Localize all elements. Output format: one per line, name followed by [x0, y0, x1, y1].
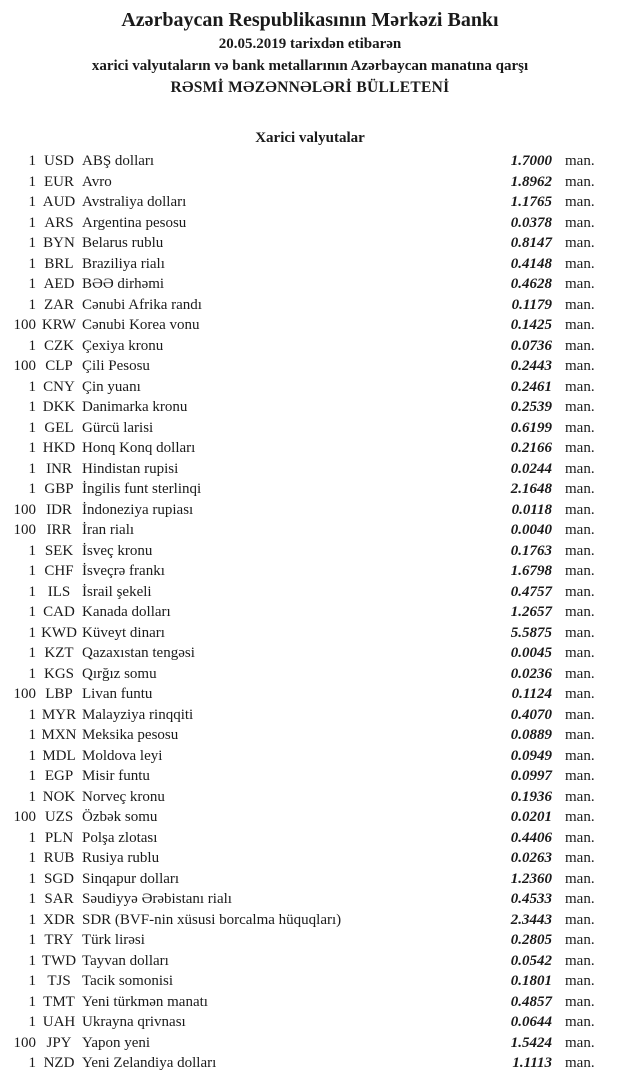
section-title-foreign-currencies: Xarici valyutalar [255, 130, 365, 146]
table-row [0, 643, 600, 664]
table-row [0, 828, 600, 849]
table-row [0, 910, 600, 931]
row-rate-value: 0.1124 [511, 686, 552, 702]
row-unit-label: man. [565, 1034, 595, 1051]
row-currency-name: Norveç kronu [82, 788, 165, 805]
row-unit-label: man. [565, 276, 595, 292]
row-currency-code: KWD [41, 624, 77, 641]
row-rate-value: 1.1113 [512, 1055, 552, 1071]
table-row [0, 438, 600, 459]
row-unit-label: man. [565, 399, 595, 415]
row-currency-name: Tayvan dolları [82, 952, 169, 969]
row-rate-value: 5.5875 [510, 624, 552, 641]
row-currency-code: CLP [45, 358, 73, 374]
table-row [0, 848, 600, 869]
row-quantity: 1 [28, 788, 36, 805]
row-quantity: 100 [13, 358, 36, 374]
row-unit-label: man. [565, 768, 595, 784]
table-row [0, 725, 600, 746]
row-quantity: 1 [28, 399, 36, 415]
row-currency-code: MXN [41, 727, 77, 743]
table-row [0, 295, 600, 316]
table-row [0, 541, 600, 562]
row-currency-code: KGS [43, 665, 74, 682]
row-quantity: 1 [28, 727, 36, 743]
row-rate-value: 0.0201 [510, 809, 552, 825]
row-currency-code: INR [46, 460, 72, 477]
row-currency-name: Qazaxıstan tengəsi [82, 645, 195, 661]
table-row [0, 315, 600, 336]
table-row [0, 684, 600, 705]
bulletin-title: RƏSMİ MƏZƏNNƏLƏRİ BÜLLETENİ [170, 79, 450, 96]
row-quantity: 1 [28, 624, 36, 641]
row-rate-value: 0.4070 [510, 706, 552, 723]
row-currency-name: Tacik somonisi [82, 973, 174, 989]
row-quantity: 1 [28, 214, 36, 231]
table-row [0, 951, 600, 972]
row-unit-label: man. [565, 255, 595, 272]
row-currency-code: CAD [43, 604, 75, 620]
row-rate-value: 1.8962 [510, 173, 552, 190]
table-row [0, 582, 600, 603]
table-row [0, 561, 600, 582]
row-quantity: 1 [28, 481, 36, 497]
row-rate-value: 0.2461 [510, 378, 552, 395]
row-rate-value: 0.6199 [510, 419, 552, 436]
row-quantity: 1 [28, 747, 36, 764]
row-currency-name: Gürcü larisi [82, 419, 154, 436]
row-quantity: 1 [28, 665, 36, 682]
row-currency-name: Səudiyyə Ərəbistanı rialı [82, 891, 232, 907]
row-currency-code: EUR [44, 173, 74, 190]
row-unit-label: man. [565, 706, 595, 723]
row-quantity: 1 [28, 255, 36, 272]
row-currency-code: TMT [43, 993, 75, 1010]
row-rate-value: 0.2805 [510, 932, 552, 948]
table-row [0, 807, 600, 828]
row-rate-value: 0.1763 [510, 542, 552, 559]
row-currency-code: XDR [43, 911, 75, 928]
table-row [0, 746, 600, 767]
row-rate-value: 0.8147 [510, 235, 552, 251]
row-unit-label: man. [565, 686, 595, 702]
row-currency-name: İndoneziya rupiası [82, 501, 194, 518]
row-currency-name: Çin yuanı [82, 378, 141, 395]
row-unit-label: man. [565, 317, 595, 333]
row-unit-label: man. [565, 194, 595, 210]
subtitle-line: xarici valyutaların və bank metallarının Azərbaycan manatına qarşı [91, 58, 529, 74]
row-rate-value: 0.0736 [510, 337, 552, 354]
row-quantity: 100 [13, 522, 36, 538]
row-currency-name: Cənubi Afrika randı [82, 296, 202, 313]
row-unit-label: man. [565, 973, 595, 989]
row-quantity: 1 [28, 829, 36, 846]
table-row [0, 1012, 600, 1033]
row-unit-label: man. [565, 153, 595, 169]
row-unit-label: man. [565, 604, 595, 620]
row-currency-name: Cənubi Korea vonu [82, 317, 200, 333]
row-rate-value: 1.2657 [510, 604, 552, 620]
row-currency-code: UZS [44, 809, 74, 825]
row-rate-value: 0.0040 [510, 522, 552, 538]
row-unit-label: man. [565, 665, 595, 682]
row-rate-value: 0.0644 [510, 1014, 552, 1030]
bank-name-title: Azərbaycan Respublikasının Mərkəzi Bankı [121, 9, 499, 31]
table-row [0, 1053, 600, 1074]
row-quantity: 100 [13, 686, 36, 702]
row-quantity: 1 [28, 419, 36, 436]
table-row [0, 889, 600, 910]
row-unit-label: man. [565, 522, 595, 538]
row-unit-label: man. [565, 747, 595, 764]
row-unit-label: man. [565, 378, 595, 395]
row-rate-value: 1.7000 [510, 153, 552, 169]
row-currency-code: UAH [42, 1014, 76, 1030]
table-row [0, 500, 600, 521]
row-quantity: 1 [28, 1055, 36, 1071]
table-row [0, 479, 600, 500]
table-row [0, 459, 600, 480]
row-quantity: 1 [28, 563, 36, 579]
row-currency-name: Braziliya rialı [82, 255, 165, 272]
row-rate-value: 0.1425 [510, 317, 552, 333]
row-currency-code: SGD [43, 870, 74, 887]
table-row [0, 274, 600, 295]
row-quantity: 100 [13, 501, 36, 518]
row-rate-value: 0.0997 [510, 768, 552, 784]
row-rate-value: 0.4757 [510, 583, 552, 600]
row-currency-code: GBP [44, 481, 74, 497]
row-currency-code: EGP [44, 768, 74, 784]
row-rate-value: 2.1648 [510, 481, 552, 497]
row-quantity: 1 [28, 583, 36, 600]
row-unit-label: man. [565, 829, 595, 846]
row-unit-label: man. [565, 788, 595, 805]
row-quantity: 1 [28, 706, 36, 723]
row-quantity: 1 [28, 296, 36, 313]
row-currency-name: Küveyt dinarı [82, 624, 165, 641]
row-rate-value: 0.0263 [510, 850, 552, 866]
row-currency-code: ZAR [44, 296, 74, 313]
row-unit-label: man. [565, 891, 595, 907]
row-currency-name: Yeni türkmən manatı [82, 993, 208, 1010]
row-currency-code: IDR [46, 501, 72, 518]
row-unit-label: man. [565, 214, 595, 231]
row-currency-name: Sinqapur dolları [82, 870, 180, 887]
row-rate-value: 2.3443 [510, 911, 552, 928]
table-row [0, 192, 600, 213]
row-rate-value: 0.0236 [510, 665, 552, 682]
table-row [0, 254, 600, 275]
row-quantity: 1 [28, 337, 36, 354]
table-row [0, 602, 600, 623]
row-unit-label: man. [565, 542, 595, 559]
row-quantity: 1 [28, 173, 36, 190]
row-currency-name: Yeni Zelandiya dolları [82, 1055, 217, 1071]
row-quantity: 1 [28, 952, 36, 969]
row-rate-value: 0.2539 [510, 399, 552, 415]
row-currency-code: TRY [44, 932, 74, 948]
row-rate-value: 0.0378 [510, 214, 552, 231]
row-unit-label: man. [565, 870, 595, 887]
row-quantity: 1 [28, 870, 36, 887]
row-currency-code: SEK [44, 542, 74, 559]
row-quantity: 1 [28, 604, 36, 620]
row-quantity: 1 [28, 440, 36, 456]
row-unit-label: man. [565, 1014, 595, 1030]
row-currency-code: KRW [41, 317, 77, 333]
row-rate-value: 0.4857 [510, 993, 552, 1010]
row-quantity: 1 [28, 153, 36, 169]
row-unit-label: man. [565, 337, 595, 354]
document-header [0, 0, 620, 99]
row-unit-label: man. [565, 727, 595, 743]
row-currency-name: Kanada dolları [82, 604, 171, 620]
table-row [0, 356, 600, 377]
row-currency-name: Çili Pesosu [82, 358, 150, 374]
row-currency-name: İsveç kronu [82, 542, 153, 559]
row-currency-code: MYR [41, 706, 77, 723]
row-currency-name: SDR (BVF-nin xüsusi borcalma hüquqları) [82, 911, 342, 928]
row-currency-name: Rusiya rublu [82, 850, 160, 866]
table-row [0, 172, 600, 193]
row-quantity: 1 [28, 993, 36, 1010]
row-currency-code: MDL [42, 747, 76, 764]
row-quantity: 1 [28, 276, 36, 292]
row-currency-name: Türk lirəsi [82, 932, 145, 948]
row-quantity: 1 [28, 235, 36, 251]
row-currency-name: Özbək somu [82, 809, 158, 825]
table-row [0, 971, 600, 992]
row-quantity: 1 [28, 378, 36, 395]
table-row [0, 930, 600, 951]
row-currency-code: SAR [44, 891, 74, 907]
row-currency-name: Misir funtu [82, 768, 150, 784]
row-currency-name: BƏƏ dirhəmi [82, 276, 165, 292]
row-currency-name: ABŞ dolları [82, 153, 155, 169]
row-quantity: 1 [28, 645, 36, 661]
rates-table [0, 151, 620, 1074]
row-rate-value: 0.0118 [511, 501, 552, 518]
row-currency-code: NZD [43, 1055, 75, 1071]
row-currency-name: Polşa zlotası [82, 829, 158, 846]
row-rate-value: 0.4406 [510, 829, 552, 846]
row-currency-code: BYN [43, 235, 75, 251]
row-unit-label: man. [565, 419, 595, 436]
row-rate-value: 0.0949 [510, 747, 552, 764]
row-currency-name: Argentina pesosu [82, 214, 187, 231]
row-currency-code: AED [43, 276, 75, 292]
table-row [0, 418, 600, 439]
row-currency-code: HKD [42, 440, 76, 456]
row-unit-label: man. [565, 235, 595, 251]
table-row [0, 664, 600, 685]
row-rate-value: 1.6798 [510, 563, 552, 579]
row-currency-code: NOK [42, 788, 76, 805]
row-rate-value: 0.1936 [510, 788, 552, 805]
row-unit-label: man. [565, 583, 595, 600]
row-currency-code: TJS [47, 973, 71, 989]
row-quantity: 1 [28, 1014, 36, 1030]
row-currency-name: Avstraliya dolları [82, 194, 187, 210]
row-rate-value: 0.0244 [510, 460, 552, 477]
row-quantity: 1 [28, 891, 36, 907]
table-row [0, 869, 600, 890]
row-rate-value: 1.5424 [510, 1034, 552, 1051]
row-currency-name: İsrail şekeli [82, 583, 152, 600]
row-currency-name: Honq Konq dolları [82, 440, 196, 456]
row-unit-label: man. [565, 993, 595, 1010]
row-currency-code: TWD [41, 952, 77, 969]
table-row [0, 233, 600, 254]
effective-date-line: 20.05.2019 tarixdən etibarən [218, 36, 402, 52]
row-currency-code: RUB [43, 850, 75, 866]
row-rate-value: 0.4533 [510, 891, 552, 907]
row-currency-code: ILS [47, 583, 71, 600]
row-unit-label: man. [565, 173, 595, 190]
row-currency-name: Ukrayna qrivnası [82, 1014, 186, 1030]
row-currency-name: Malayziya rinqqiti [82, 706, 194, 723]
row-quantity: 100 [13, 1034, 36, 1051]
row-currency-code: CNY [43, 378, 75, 395]
row-unit-label: man. [565, 501, 595, 518]
table-row [0, 623, 600, 644]
row-quantity: 100 [13, 809, 36, 825]
row-currency-name: Avro [82, 173, 112, 190]
table-row [0, 1033, 600, 1054]
row-rate-value: 0.0045 [510, 645, 552, 661]
table-row [0, 992, 600, 1013]
row-unit-label: man. [565, 952, 595, 969]
row-quantity: 1 [28, 542, 36, 559]
row-currency-name: Çexiya kronu [82, 337, 164, 354]
table-row [0, 397, 600, 418]
row-currency-name: İngilis funt sterlinqi [82, 481, 202, 497]
row-currency-name: İran rialı [82, 522, 135, 538]
row-currency-name: Danimarka kronu [82, 399, 188, 415]
table-row [0, 213, 600, 234]
row-unit-label: man. [565, 809, 595, 825]
row-unit-label: man. [565, 850, 595, 866]
row-rate-value: 0.4148 [510, 255, 552, 272]
row-currency-name: Qırğız somu [82, 665, 157, 682]
row-rate-value: 1.2360 [510, 870, 552, 887]
row-rate-value: 1.1765 [510, 194, 552, 210]
row-unit-label: man. [565, 481, 595, 497]
row-unit-label: man. [565, 932, 595, 948]
row-currency-code: AUD [42, 194, 76, 210]
row-unit-label: man. [565, 1055, 595, 1071]
row-rate-value: 0.0889 [510, 727, 552, 743]
row-currency-code: DKK [42, 399, 76, 415]
row-unit-label: man. [565, 563, 595, 579]
row-currency-code: GEL [44, 419, 74, 436]
row-quantity: 100 [13, 317, 36, 333]
row-unit-label: man. [565, 460, 595, 477]
row-unit-label: man. [565, 645, 595, 661]
row-quantity: 1 [28, 973, 36, 989]
row-currency-name: İsveçrə frankı [82, 563, 165, 579]
row-quantity: 1 [28, 768, 36, 784]
table-row [0, 151, 600, 172]
row-currency-code: BRL [44, 255, 74, 272]
row-currency-name: Hindistan rupisi [82, 460, 179, 477]
row-rate-value: 0.2443 [510, 358, 552, 374]
row-currency-code: KZT [44, 645, 74, 661]
row-quantity: 1 [28, 460, 36, 477]
table-row [0, 787, 600, 808]
row-rate-value: 0.2166 [510, 440, 552, 456]
table-row [0, 520, 600, 541]
row-rate-value: 0.1179 [511, 296, 552, 313]
row-currency-name: Livan funtu [82, 686, 153, 702]
row-currency-code: JPY [46, 1034, 72, 1051]
table-row [0, 336, 600, 357]
row-quantity: 1 [28, 194, 36, 210]
table-row [0, 705, 600, 726]
row-currency-name: Yapon yeni [82, 1034, 151, 1051]
row-currency-code: IRR [46, 522, 72, 538]
row-quantity: 1 [28, 932, 36, 948]
row-unit-label: man. [565, 358, 595, 374]
row-currency-code: LBP [45, 686, 73, 702]
row-currency-code: PLN [44, 829, 74, 846]
row-currency-name: Belarus rublu [82, 235, 164, 251]
row-rate-value: 0.1801 [510, 973, 552, 989]
row-currency-name: Moldova leyi [82, 747, 163, 764]
row-unit-label: man. [565, 911, 595, 928]
row-currency-code: ARS [44, 214, 74, 231]
row-quantity: 1 [28, 850, 36, 866]
row-currency-name: Meksika pesosu [82, 727, 179, 743]
row-rate-value: 0.4628 [510, 276, 552, 292]
row-currency-code: USD [43, 153, 74, 169]
row-unit-label: man. [565, 624, 595, 641]
row-currency-code: CZK [44, 337, 74, 354]
table-row [0, 766, 600, 787]
row-unit-label: man. [565, 440, 595, 456]
row-rate-value: 0.0542 [510, 952, 552, 969]
row-unit-label: man. [565, 296, 595, 313]
row-quantity: 1 [28, 911, 36, 928]
row-currency-code: CHF [44, 563, 74, 579]
table-row [0, 377, 600, 398]
